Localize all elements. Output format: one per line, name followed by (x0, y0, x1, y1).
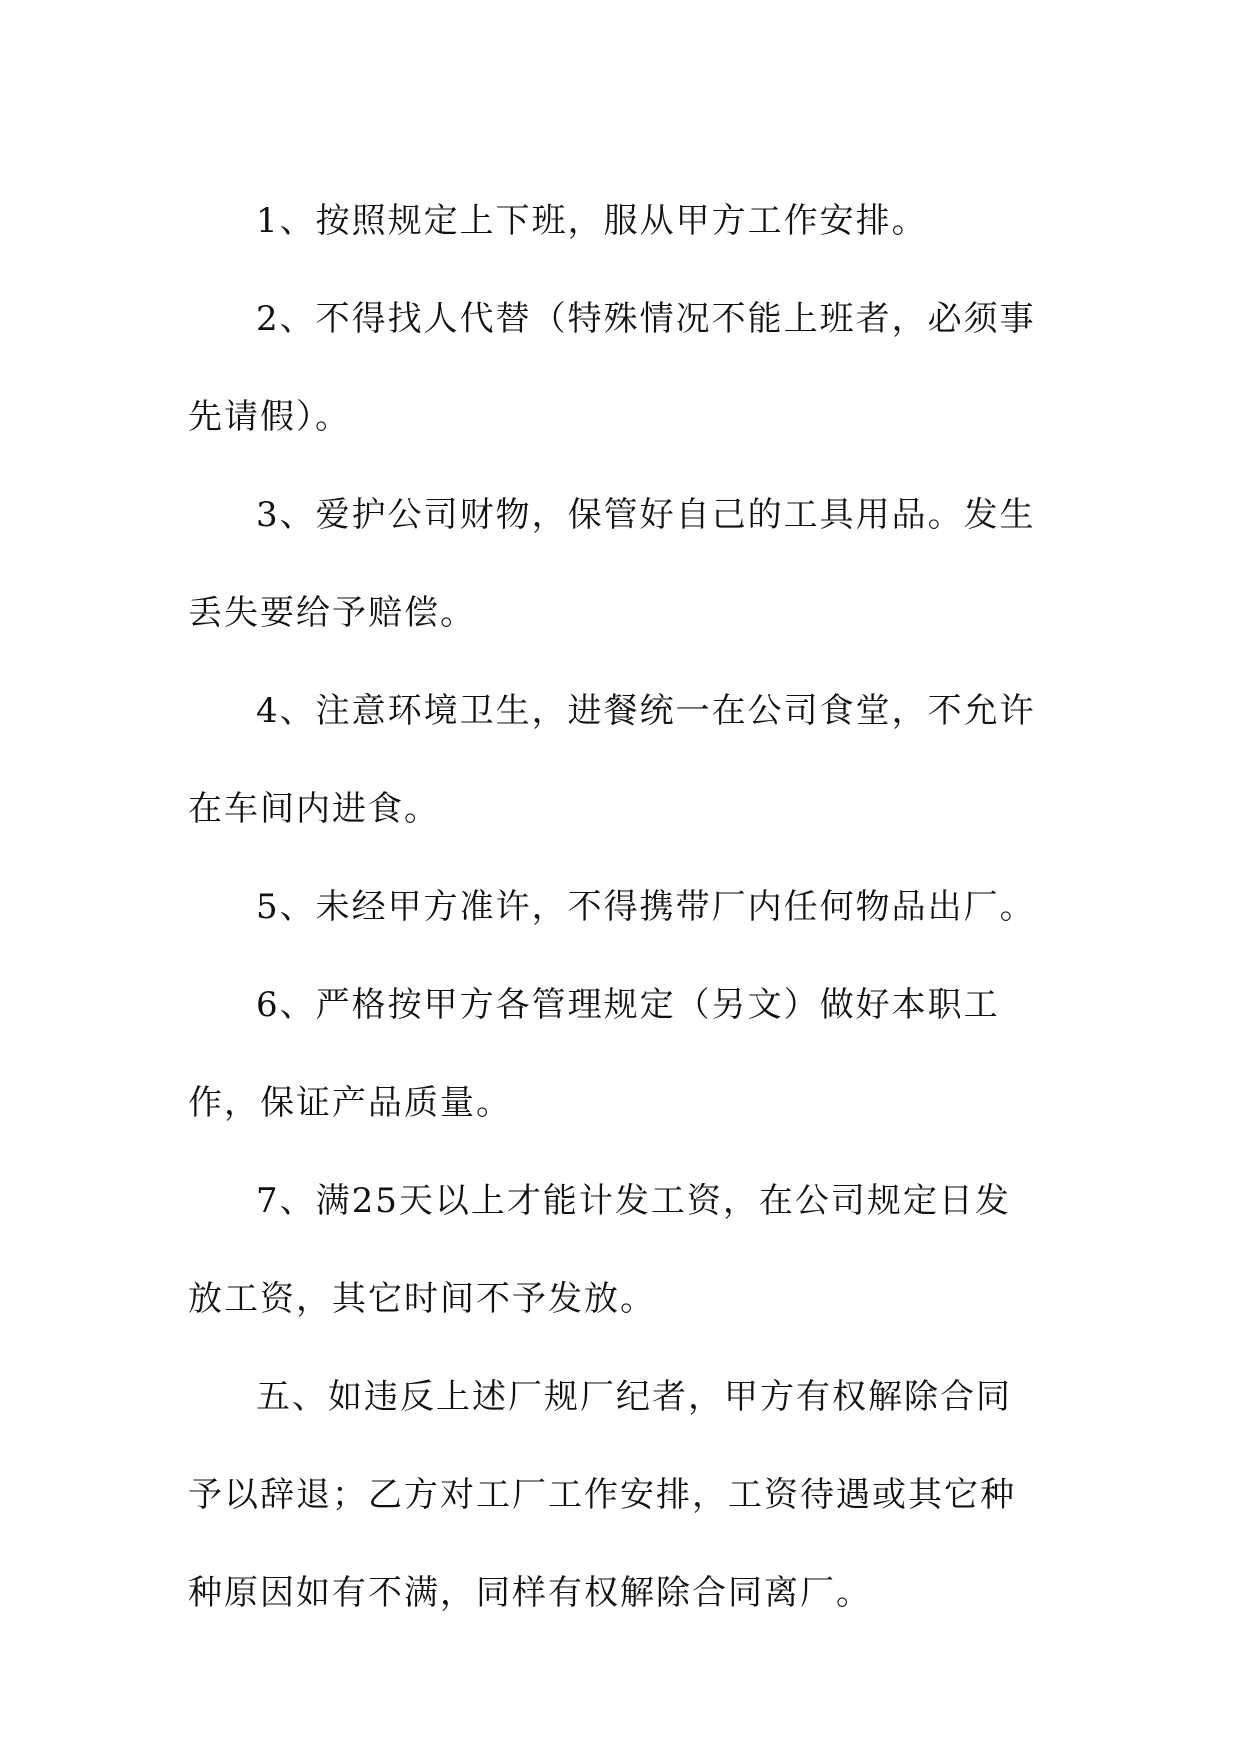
paragraph-rule-5: 5、未经甲方准许，不得携带厂内任何物品出厂。 (256, 887, 1036, 927)
paragraph-rule-7: 7、满25天以上才能计发工资，在公司规定日发放工资，其它时间不予发放。 (188, 1181, 1011, 1319)
paragraph-section-5: 五、如违反上述厂规厂纪者，甲方有权解除合同予以辞退；乙方对工厂工作安排，工资待遇或其它种种原因如有不满，同样有权解除合同离厂。 (188, 1377, 1016, 1613)
paragraph-rule-4: 4、注意环境卫生，进餐统一在公司食堂，不允许在车间内进食。 (188, 691, 1036, 829)
paragraph-rule-3: 3、爱护公司财物，保管好自己的工具用品。发生丢失要给予赔偿。 (188, 495, 1036, 633)
paragraph-rule-1: 1、按照规定上下班，服从甲方工作安排。 (256, 201, 928, 241)
paragraph-rule-2: 2、不得找人代替（特殊情况不能上班者，必须事先请假）。 (188, 299, 1036, 437)
paragraph-rule-6: 6、严格按甲方各管理规定（另文）做好本职工作，保证产品质量。 (188, 985, 1000, 1123)
document-body (188, 172, 1044, 1642)
